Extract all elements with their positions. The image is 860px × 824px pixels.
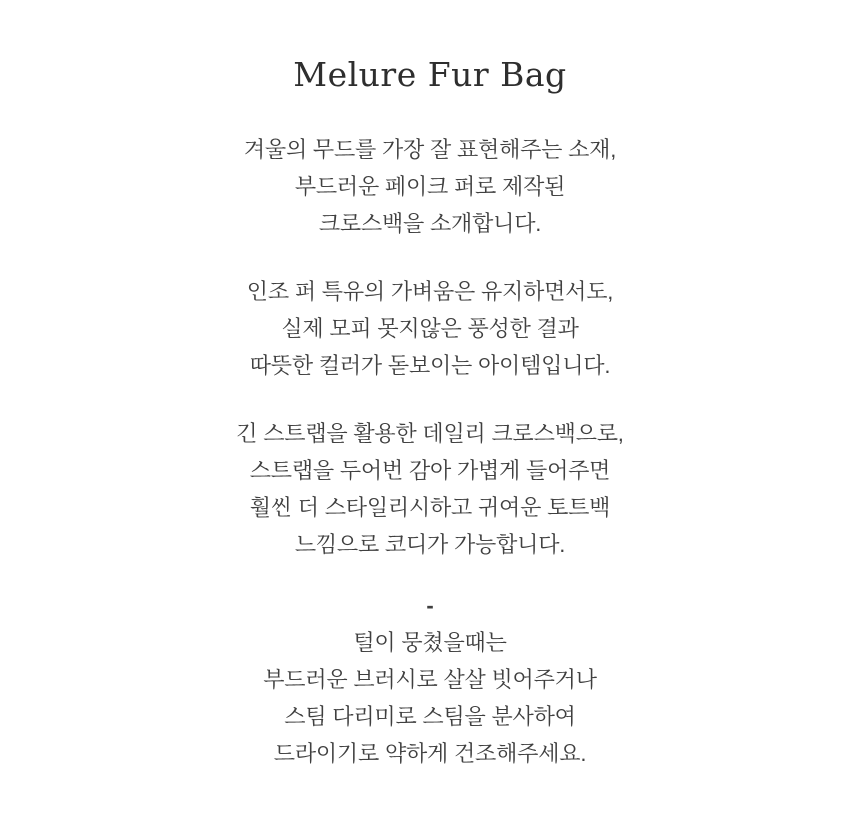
text-line: 훨씬 더 스타일리시하고 귀여운 토트백 — [249, 495, 611, 520]
text-line: 인조 퍼 특유의 가벼움은 유지하면서도, — [246, 279, 614, 304]
text-line: 느낌으로 코디가 가능합니다. — [294, 532, 566, 557]
text-line: 부드러운 페이크 퍼로 제작된 — [294, 174, 566, 199]
text-line: 실제 모피 못지않은 풍성한 결과 — [281, 316, 579, 341]
text-line: 부드러운 브러시로 살살 빗어주거나 — [263, 667, 597, 692]
text-line: 털이 뭉쳤을때는 — [353, 630, 507, 655]
text-line: 크로스백을 소개합니다. — [318, 211, 542, 236]
text-line: 긴 스트랩을 활용한 데일리 크로스백으로, — [236, 421, 624, 446]
material-paragraph — [0, 273, 860, 384]
intro-paragraph — [0, 131, 860, 242]
dash-separator: - — [426, 593, 434, 618]
text-line: 스트랩을 두어번 감아 가볍게 들어주면 — [249, 458, 611, 483]
text-line: 스팀 다리미로 스팀을 분사하여 — [284, 704, 576, 729]
text-line: 겨울의 무드를 가장 잘 표현해주는 소재, — [243, 137, 617, 162]
text-line: 따뜻한 컬러가 돋보이는 아이템입니다. — [249, 353, 611, 378]
text-line: 드라이기로 약하게 건조해주세요. — [273, 741, 587, 766]
care-paragraph — [0, 587, 860, 772]
styling-paragraph — [0, 415, 860, 563]
product-title: Melure Fur Bag — [293, 55, 567, 94]
